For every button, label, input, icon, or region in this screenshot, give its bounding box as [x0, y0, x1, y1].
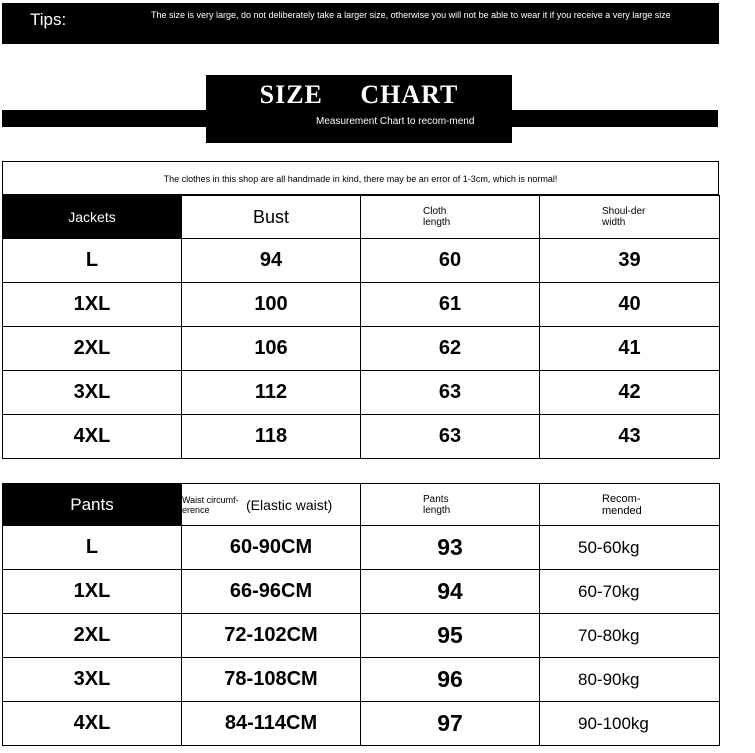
bust-cell: 118	[182, 415, 361, 459]
size-cell: 3XL	[3, 371, 182, 415]
size-cell: L	[3, 526, 182, 570]
length-cell: 63	[361, 415, 540, 459]
table-row	[3, 658, 720, 702]
weight-cell: 70-80kg	[540, 614, 720, 658]
weight-cell: 60-70kg	[540, 570, 720, 614]
table-header-row	[3, 484, 720, 526]
table-row	[3, 702, 720, 746]
pants-length-cell: 96	[361, 658, 540, 702]
size-cell: 1XL	[3, 283, 182, 327]
size-cell: L	[3, 239, 182, 283]
length-cell: 60	[361, 239, 540, 283]
table-header-row	[3, 196, 720, 239]
shoulder-width-header: Shoul-der width	[602, 206, 646, 228]
pants-length-cell: 95	[361, 614, 540, 658]
table-row	[3, 570, 720, 614]
pants-corner-label: Pants	[3, 484, 182, 526]
pants-size-table	[2, 483, 720, 746]
cloth-length-header: Cloth length	[423, 206, 451, 228]
table-row	[3, 415, 720, 459]
bust-cell: 100	[182, 283, 361, 327]
size-cell: 4XL	[3, 415, 182, 459]
size-cell: 1XL	[3, 570, 182, 614]
tips-text: The size is very large, do not deliberately take a larger size, otherwise you will not be able to wear it if you receive a very large size	[151, 10, 671, 20]
weight-cell: 50-60kg	[540, 526, 720, 570]
pants-length-cell: 97	[361, 702, 540, 746]
jackets-corner-label: Jackets	[3, 196, 182, 239]
table-row	[3, 327, 720, 371]
pants-length-header: Pants length	[423, 493, 451, 516]
waist-header: Waist circumf-erence	[182, 494, 239, 515]
bust-cell: 106	[182, 327, 361, 371]
size-cell: 3XL	[3, 658, 182, 702]
table-row	[3, 283, 720, 327]
waist-cell: 78-108CM	[182, 658, 361, 702]
shoulder-cell: 39	[540, 239, 720, 283]
bust-header: Bust	[182, 196, 361, 239]
size-cell: 2XL	[3, 327, 182, 371]
length-cell: 62	[361, 327, 540, 371]
length-cell: 61	[361, 283, 540, 327]
size-cell: 2XL	[3, 614, 182, 658]
waist-cell: 84-114CM	[182, 702, 361, 746]
waist-cell: 72-102CM	[182, 614, 361, 658]
tips-label: Tips:	[30, 10, 67, 29]
table-row	[3, 526, 720, 570]
recommended-header: Recom-mended	[602, 492, 642, 517]
waist-cell: 60-90CM	[182, 526, 361, 570]
waist-note: (Elastic waist)	[246, 496, 333, 513]
pants-length-header-cell	[361, 484, 540, 526]
shoulder-cell: 43	[540, 415, 720, 459]
shoulder-cell: 41	[540, 327, 720, 371]
waist-header-cell	[182, 484, 361, 526]
table-row	[3, 239, 720, 283]
size-chart-subtitle: Measurement Chart to recom-mend	[316, 116, 475, 127]
waist-cell: 66-96CM	[182, 570, 361, 614]
length-cell: 63	[361, 371, 540, 415]
shoulder-cell: 40	[540, 283, 720, 327]
bust-cell: 112	[182, 371, 361, 415]
jackets-size-table	[2, 195, 720, 459]
weight-cell: 80-90kg	[540, 658, 720, 702]
shoulder-cell: 42	[540, 371, 720, 415]
waist-header-group	[182, 495, 360, 515]
size-cell: 4XL	[3, 702, 182, 746]
pants-length-cell: 93	[361, 526, 540, 570]
bust-cell: 94	[182, 239, 361, 283]
jackets-note: The clothes in this shop are all handmade in kind, there may be an error of 1-3cm, which is normal!	[2, 161, 719, 195]
cloth-length-header-cell	[361, 196, 540, 239]
weight-cell: 90-100kg	[540, 702, 720, 746]
table-row	[3, 614, 720, 658]
recommended-header-cell	[540, 484, 720, 526]
pants-length-cell: 94	[361, 570, 540, 614]
table-row	[3, 371, 720, 415]
shoulder-width-header-cell	[540, 196, 720, 239]
size-chart-title: SIZE CHART	[259, 80, 459, 109]
